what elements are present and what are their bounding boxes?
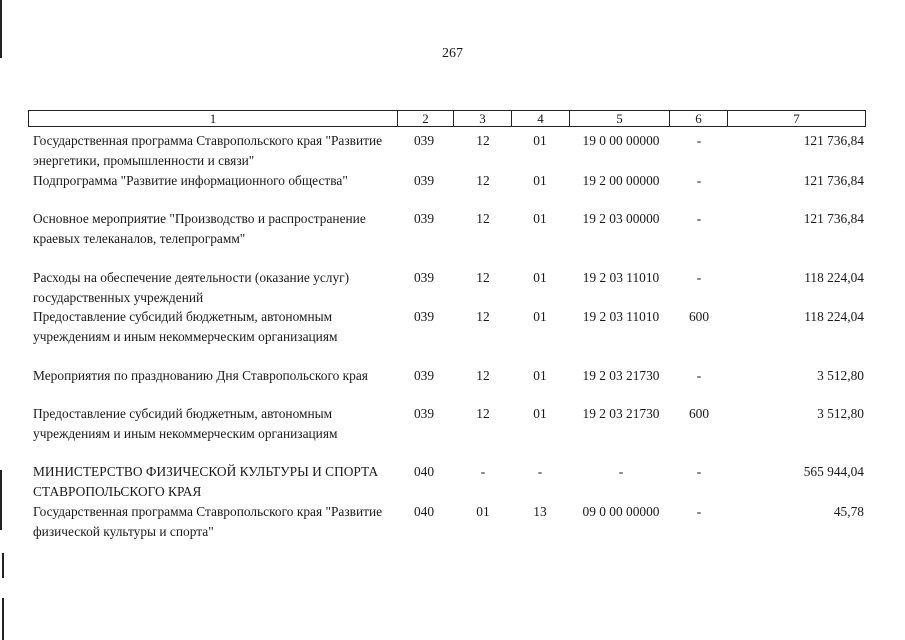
row-col-4: 01 [533, 270, 547, 285]
table-header-col-3: 3 [453, 111, 511, 126]
row-col-4: - [537, 464, 543, 479]
row-name: Государственная программа Ставропольского края "Развитие энергетики, промышленности и связи" [33, 133, 383, 168]
row-col-3: 12 [476, 309, 490, 324]
table-header-col-4: 4 [511, 111, 569, 126]
row-col-3: 01 [476, 504, 490, 519]
table-header-col-1: 1 [209, 111, 217, 126]
table-header-col-6: 6 [669, 111, 727, 126]
row-col-5: - [618, 464, 624, 479]
row-col-7: 121 736,84 [803, 133, 864, 148]
row-col-6: 600 [688, 309, 710, 324]
row-col-4: 01 [533, 406, 547, 421]
row-col-3: 12 [476, 173, 490, 188]
row-col-7: 45,78 [833, 504, 864, 519]
row-col-5: 09 0 00 00000 [582, 504, 660, 519]
row-col-4: 01 [533, 133, 547, 148]
row-name: Мероприятия по празднованию Дня Ставропольского края [33, 368, 368, 383]
row-col-7: 121 736,84 [803, 211, 864, 226]
row-name: Подпрограмма "Развитие информационного общества" [33, 173, 348, 188]
row-col-7: 3 512,80 [817, 406, 864, 421]
row-col-6: - [696, 368, 702, 383]
row-col-4: 13 [533, 504, 547, 519]
row-col-7: 3 512,80 [817, 368, 864, 383]
row-col-5: 19 2 00 00000 [582, 173, 660, 188]
scan-edge-lower [2, 553, 4, 578]
row-col-6: - [696, 270, 702, 285]
page-number: 267 [442, 46, 463, 61]
row-name: Расходы на обеспечение деятельности (оказание услуг) государственных учреждений [33, 270, 350, 305]
row-col-6: - [696, 211, 702, 226]
row-col-3: - [480, 464, 486, 479]
table-header-col-2: 2 [397, 111, 453, 126]
row-name: МИНИСТЕРСТВО ФИЗИЧЕСКОЙ КУЛЬТУРЫ И СПОРТА СТАВРОПОЛЬСКОГО КРАЯ [33, 464, 379, 499]
table-header-col-5: 5 [569, 111, 669, 126]
row-col-6: - [696, 464, 702, 479]
scan-edge-bottom [2, 598, 4, 640]
table-header-row [28, 110, 866, 127]
row-col-6: - [696, 133, 702, 148]
row-col-4: 01 [533, 368, 547, 383]
row-col-3: 12 [476, 270, 490, 285]
row-name: Предоставление субсидий бюджетным, автономным учреждениям и иным некоммерческим организациям [33, 406, 338, 441]
row-col-6: - [696, 173, 702, 188]
row-col-3: 12 [476, 211, 490, 226]
row-name: Предоставление субсидий бюджетным, автономным учреждениям и иным некоммерческим организациям [33, 309, 338, 344]
row-col-3: 12 [476, 406, 490, 421]
row-name: Государственная программа Ставропольского края "Развитие физической культуры и спорта" [33, 504, 383, 539]
row-col-4: 01 [533, 309, 547, 324]
row-col-7: 118 224,04 [804, 270, 864, 285]
row-col-5: 19 2 03 11010 [582, 309, 660, 324]
row-col-3: 12 [476, 368, 490, 383]
row-col-7: 121 736,84 [803, 173, 864, 188]
row-col-2: 039 [413, 270, 435, 285]
row-col-2: 039 [413, 368, 435, 383]
row-col-2: 039 [413, 133, 435, 148]
row-col-2: 039 [413, 211, 435, 226]
scan-edge-middle [0, 470, 2, 530]
row-name: Основное мероприятие "Производство и распространение краевых телеканалов, телепрограмм" [33, 211, 366, 246]
row-col-5: 19 2 03 00000 [582, 211, 660, 226]
row-col-4: 01 [533, 211, 547, 226]
row-col-4: 01 [533, 173, 547, 188]
row-col-2: 039 [413, 309, 435, 324]
row-col-7: 118 224,04 [804, 309, 864, 324]
row-col-6: - [696, 504, 702, 519]
row-col-7: 565 944,04 [803, 464, 864, 479]
row-col-2: 040 [413, 504, 435, 519]
row-col-6: 600 [688, 406, 710, 421]
row-col-5: 19 2 03 21730 [582, 368, 660, 383]
row-col-2: 039 [413, 173, 435, 188]
row-col-2: 039 [413, 406, 435, 421]
row-col-5: 19 2 03 21730 [582, 406, 660, 421]
row-col-3: 12 [476, 133, 490, 148]
row-col-5: 19 0 00 00000 [582, 133, 660, 148]
row-col-5: 19 2 03 11010 [582, 270, 660, 285]
table-header-col-7: 7 [727, 111, 865, 126]
row-col-2: 040 [413, 464, 435, 479]
